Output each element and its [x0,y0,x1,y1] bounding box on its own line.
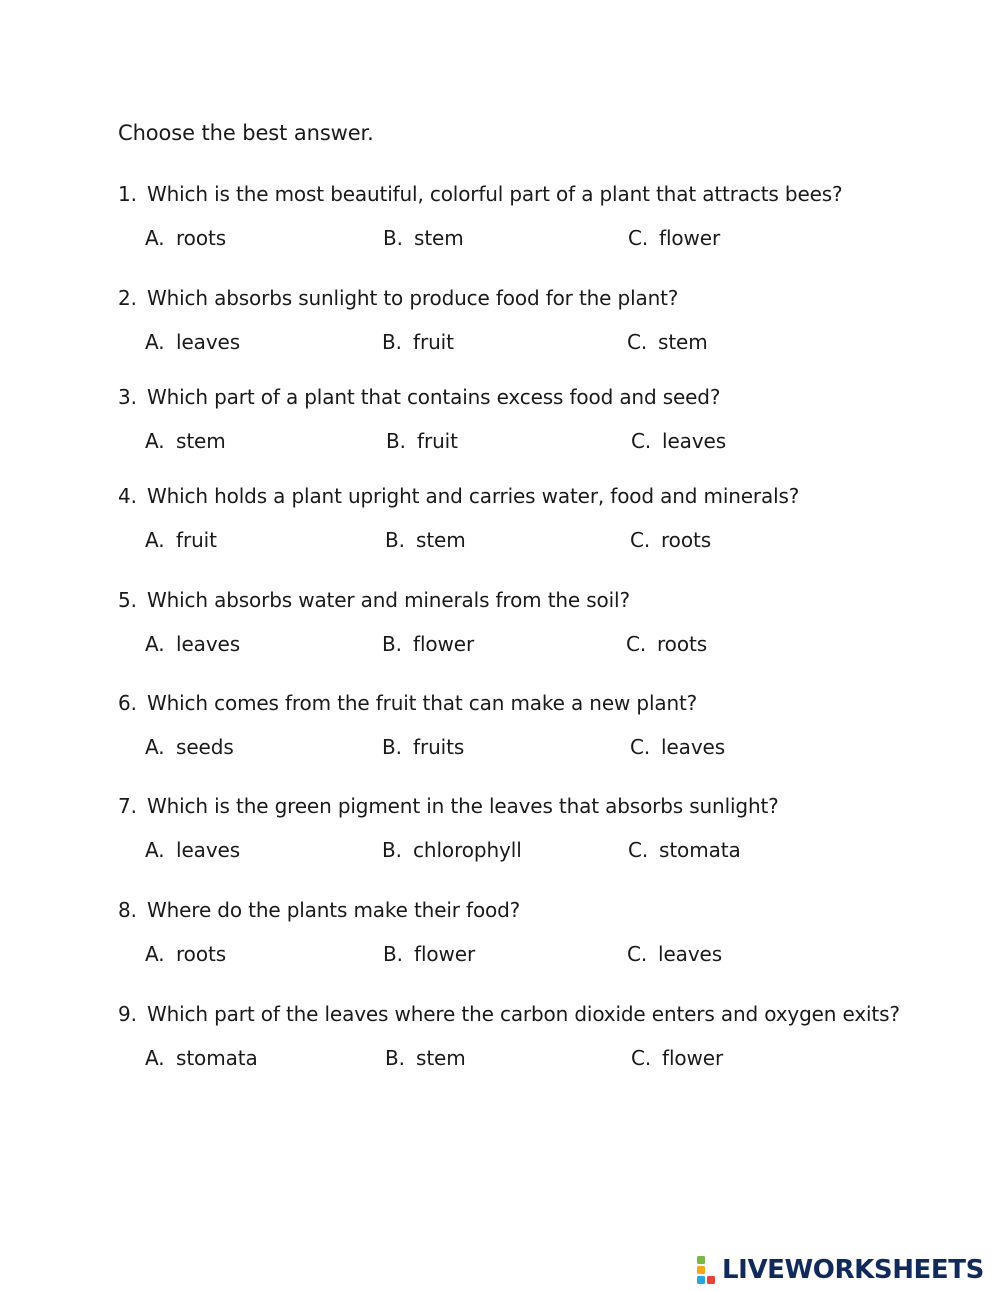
option-text: stem [416,528,466,552]
option-letter: B. [382,735,402,759]
option-letter: C. [628,226,649,250]
option-a[interactable] [145,1045,258,1071]
option-letter: C. [630,735,651,759]
question-2 [118,285,978,365]
question-number: 1. [118,182,137,206]
option-letter: B. [382,330,402,354]
option-text: flower [662,1046,724,1070]
question-number: 2. [118,286,137,310]
option-text: stem [416,1046,466,1070]
option-text: leaves [661,735,726,759]
option-c[interactable] [628,837,741,863]
option-b[interactable] [382,329,454,355]
question-text: Which comes from the fruit that can make a new plant? [147,691,698,715]
option-letter: B. [385,528,405,552]
logo-block-orange [697,1266,705,1274]
option-text: stomata [176,1046,258,1070]
option-b[interactable] [385,1045,466,1071]
option-a[interactable] [145,329,240,355]
option-text: stomata [659,838,741,862]
blocks-logo-icon [696,1255,720,1285]
option-text: leaves [662,429,727,453]
question-number: 3. [118,385,137,409]
option-text: fruit [176,528,217,552]
question-text: Where do the plants make their food? [147,898,521,922]
question-7 [118,793,978,873]
question-4 [118,483,978,563]
logo-block-green [697,1256,705,1264]
option-text: flower [659,226,721,250]
option-letter: C. [631,1046,652,1070]
option-letter: A. [145,1046,165,1070]
option-a[interactable] [145,734,234,760]
question-number: 9. [118,1002,137,1026]
option-text: stem [176,429,226,453]
option-text: leaves [658,942,723,966]
question-9 [118,1001,978,1081]
option-text: leaves [176,632,241,656]
option-letter: C. [628,838,649,862]
option-letter: A. [145,226,165,250]
option-text: roots [176,226,227,250]
option-a[interactable] [145,941,226,967]
option-letter: B. [383,226,403,250]
question-number: 6. [118,691,137,715]
question-text: Which part of the leaves where the carbon dioxide enters and oxygen exits? [147,1002,900,1026]
option-text: chlorophyll [413,838,522,862]
option-letter: A. [145,735,165,759]
question-1 [118,181,978,261]
question-number: 8. [118,898,137,922]
option-letter: C. [627,942,648,966]
question-5 [118,587,978,667]
option-letter: C. [630,528,651,552]
question-text: Which absorbs sunlight to produce food for the plant? [147,286,679,310]
question-number: 7. [118,794,137,818]
option-letter: A. [145,942,165,966]
option-text: flower [413,632,475,656]
option-text: stem [658,330,708,354]
question-6 [118,690,978,770]
liveworksheets-logo[interactable] [696,1254,984,1286]
option-text: roots [661,528,712,552]
option-c[interactable] [628,225,720,251]
option-a[interactable] [145,631,240,657]
option-text: roots [176,942,227,966]
option-b[interactable] [383,225,464,251]
option-text: leaves [176,330,241,354]
question-number: 5. [118,588,137,612]
question-text: Which absorbs water and minerals from the soil? [147,588,630,612]
option-b[interactable] [385,527,466,553]
option-c[interactable] [631,1045,723,1071]
option-letter: B. [386,429,406,453]
option-a[interactable] [145,837,240,863]
option-letter: B. [382,838,402,862]
option-a[interactable] [145,527,217,553]
option-text: leaves [176,838,241,862]
option-a[interactable] [145,225,226,251]
question-3 [118,384,978,464]
instructions: Choose the best answer. [118,121,374,145]
option-b[interactable] [383,941,475,967]
option-b[interactable] [382,734,464,760]
option-text: roots [657,632,708,656]
option-b[interactable] [386,428,458,454]
option-letter: B. [382,632,402,656]
option-letter: A. [145,632,165,656]
option-c[interactable] [626,631,707,657]
option-text: fruits [413,735,465,759]
option-text: stem [414,226,464,250]
option-c[interactable] [630,734,725,760]
option-letter: A. [145,330,165,354]
option-text: fruit [417,429,458,453]
option-text: flower [414,942,476,966]
option-letter: C. [627,330,648,354]
option-letter: A. [145,528,165,552]
question-text: Which is the most beautiful, colorful part of a plant that attracts bees? [147,182,843,206]
question-number: 4. [118,484,137,508]
option-letter: C. [626,632,647,656]
question-text: Which holds a plant upright and carries water, food and minerals? [147,484,800,508]
option-letter: C. [631,429,652,453]
option-text: seeds [176,735,234,759]
logo-block-red [707,1276,715,1284]
option-letter: B. [385,1046,405,1070]
option-c[interactable] [631,428,726,454]
option-letter: A. [145,429,165,453]
question-text: Which is the green pigment in the leaves that absorbs sunlight? [147,794,779,818]
question-8 [118,897,978,977]
option-letter: B. [383,942,403,966]
logo-text: LIVEWORKSHEETS [722,1255,984,1285]
logo-block-blue [697,1276,705,1284]
option-c[interactable] [627,329,708,355]
option-a[interactable] [145,428,226,454]
option-text: fruit [413,330,454,354]
option-b[interactable] [382,837,522,863]
option-c[interactable] [627,941,722,967]
option-c[interactable] [630,527,711,553]
option-letter: A. [145,838,165,862]
option-b[interactable] [382,631,474,657]
question-text: Which part of a plant that contains excess food and seed? [147,385,721,409]
